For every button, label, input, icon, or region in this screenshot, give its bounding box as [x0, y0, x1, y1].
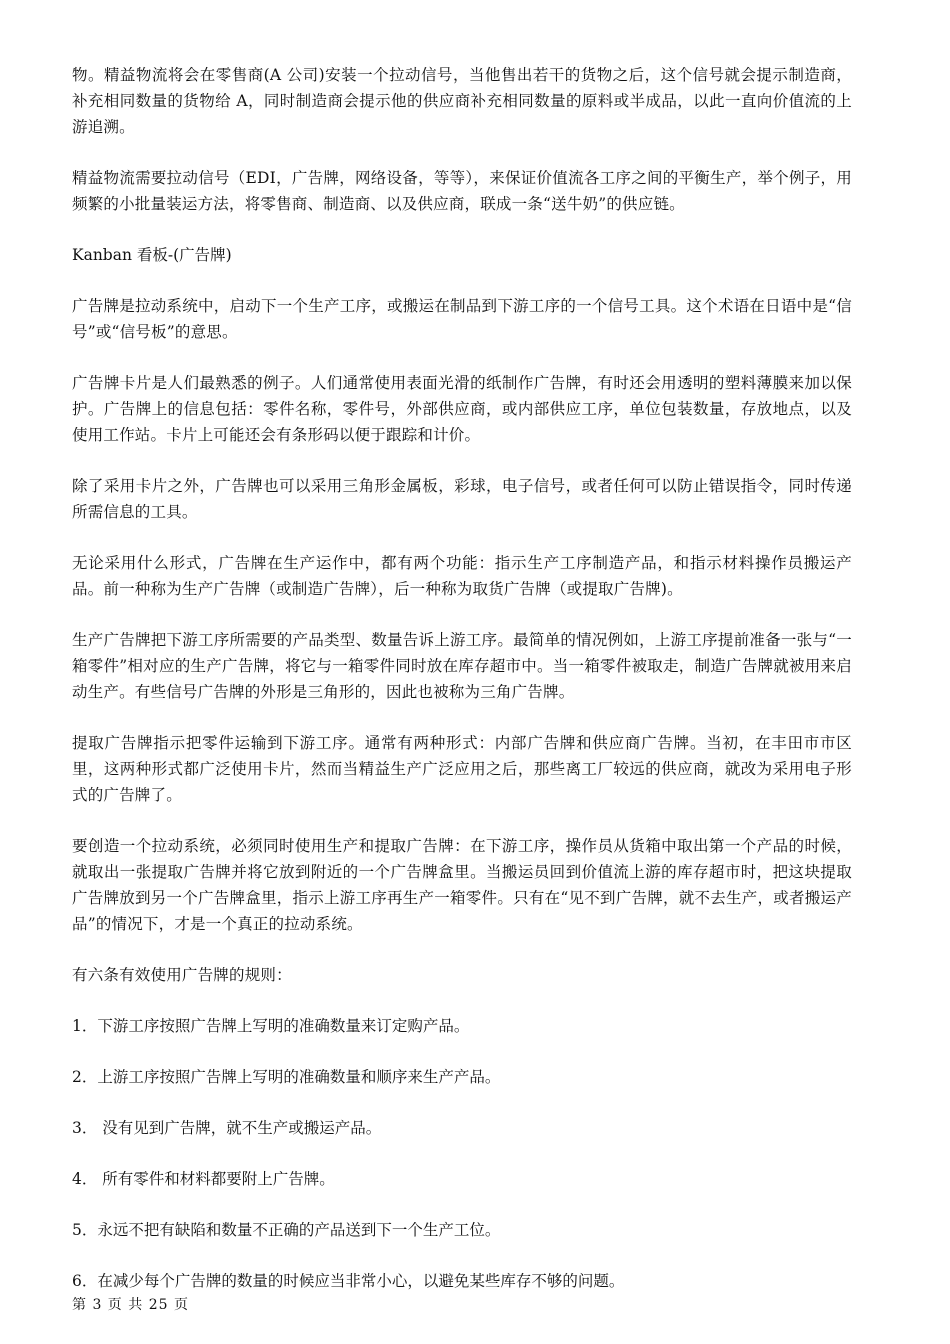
paragraph: 生产广告牌把下游工序所需要的产品类型、数量告诉上游工序。最简单的情况例如，上游工序提前准备一张与“一箱零件”相对应的生产广告牌，将它与一箱零件同时放在库存超市中。当一箱零件被取走，制造广告牌就被用来启动生产。有些信号广告牌的外形是三角形的，因此也被称为三角广告牌。 — [72, 631, 852, 701]
rules-intro: 有六条有效使用广告牌的规则： — [72, 966, 292, 984]
paragraph: 广告牌卡片是人们最熟悉的例子。人们通常使用表面光滑的纸制作广告牌，有时还会用透明的塑料薄膜来加以保护。广告牌上的信息包括：零件名称，零件号，外部供应商，或内部供应工序，单位包装数量，存放地点，以及使用工作站。卡片上可能还会有条形码以便于跟踪和计价。 — [72, 374, 852, 444]
rule-item: 3． 没有见到广告牌，就不生产或搬运产品。 — [72, 1119, 382, 1137]
paragraph: 提取广告牌指示把零件运输到下游工序。通常有两种形式：内部广告牌和供应商广告牌。当初，在丰田市市区里，这两种形式都广泛使用卡片，然而当精益生产广泛应用之后，那些离工厂较远的供应商，就改为采用电子形式的广告牌了。 — [72, 734, 852, 804]
rule-item: 2．上游工序按照广告牌上写明的准确数量和顺序来生产产品。 — [72, 1068, 501, 1086]
page-number-footer: 第 3 页 共 25 页 — [72, 1297, 189, 1313]
paragraph: 除了采用卡片之外，广告牌也可以采用三角形金属板，彩球，电子信号，或者任何可以防止错误指令，同时传递所需信息的工具。 — [72, 477, 852, 521]
paragraph: 要创造一个拉动系统，必须同时使用生产和提取广告牌：在下游工序，操作员从货箱中取出第一个产品的时候，就取出一张提取广告牌并将它放到附近的一个广告牌盒里。当搬运员回到价值流上游的库存超市时，把这块提取广告牌放到另一个广告牌盒里，指示上游工序再生产一箱零件。只有在“见不到广告牌，就不去生产，或者搬运产品”的情况下，才是一个真正的拉动系统。 — [72, 837, 852, 933]
document-page — [72, 62, 852, 1319]
paragraph: 广告牌是拉动系统中，启动下一个生产工序，或搬运在制品到下游工序的一个信号工具。这个术语在日语中是“信号”或“信号板”的意思。 — [72, 297, 852, 341]
paragraph: 物。精益物流将会在零售商(A 公司)安装一个拉动信号，当他售出若干的货物之后，这个信号就会提示制造商，补充相同数量的货物给 A，同时制造商会提示他的供应商补充相同数量的原料或半成品，以此一直向价值流的上游追溯。 — [72, 66, 852, 136]
paragraph: 无论采用什么形式，广告牌在生产运作中，都有两个功能：指示生产工序制造产品，和指示材料操作员搬运产品。前一种称为生产广告牌（或制造广告牌），后一种称为取货广告牌（或提取广告牌)。 — [72, 554, 852, 598]
section-heading: Kanban 看板-(广告牌) — [72, 246, 232, 264]
rule-item: 4． 所有零件和材料都要附上广告牌。 — [72, 1170, 335, 1188]
rules-list — [72, 1013, 852, 1294]
rule-item: 1．下游工序按照广告牌上写明的准确数量来订定购产品。 — [72, 1017, 470, 1035]
rule-item: 5．永远不把有缺陷和数量不正确的产品送到下一个生产工位。 — [72, 1221, 501, 1239]
rule-item: 6．在减少每个广告牌的数量的时候应当非常小心，以避免某些库存不够的问题。 — [72, 1272, 625, 1290]
paragraph: 精益物流需要拉动信号（EDI，广告牌，网络设备，等等），来保证价值流各工序之间的平衡生产，举个例子，用频繁的小批量装运方法，将零售商、制造商、以及供应商，联成一条“送牛奶”的供应链。 — [72, 169, 852, 213]
